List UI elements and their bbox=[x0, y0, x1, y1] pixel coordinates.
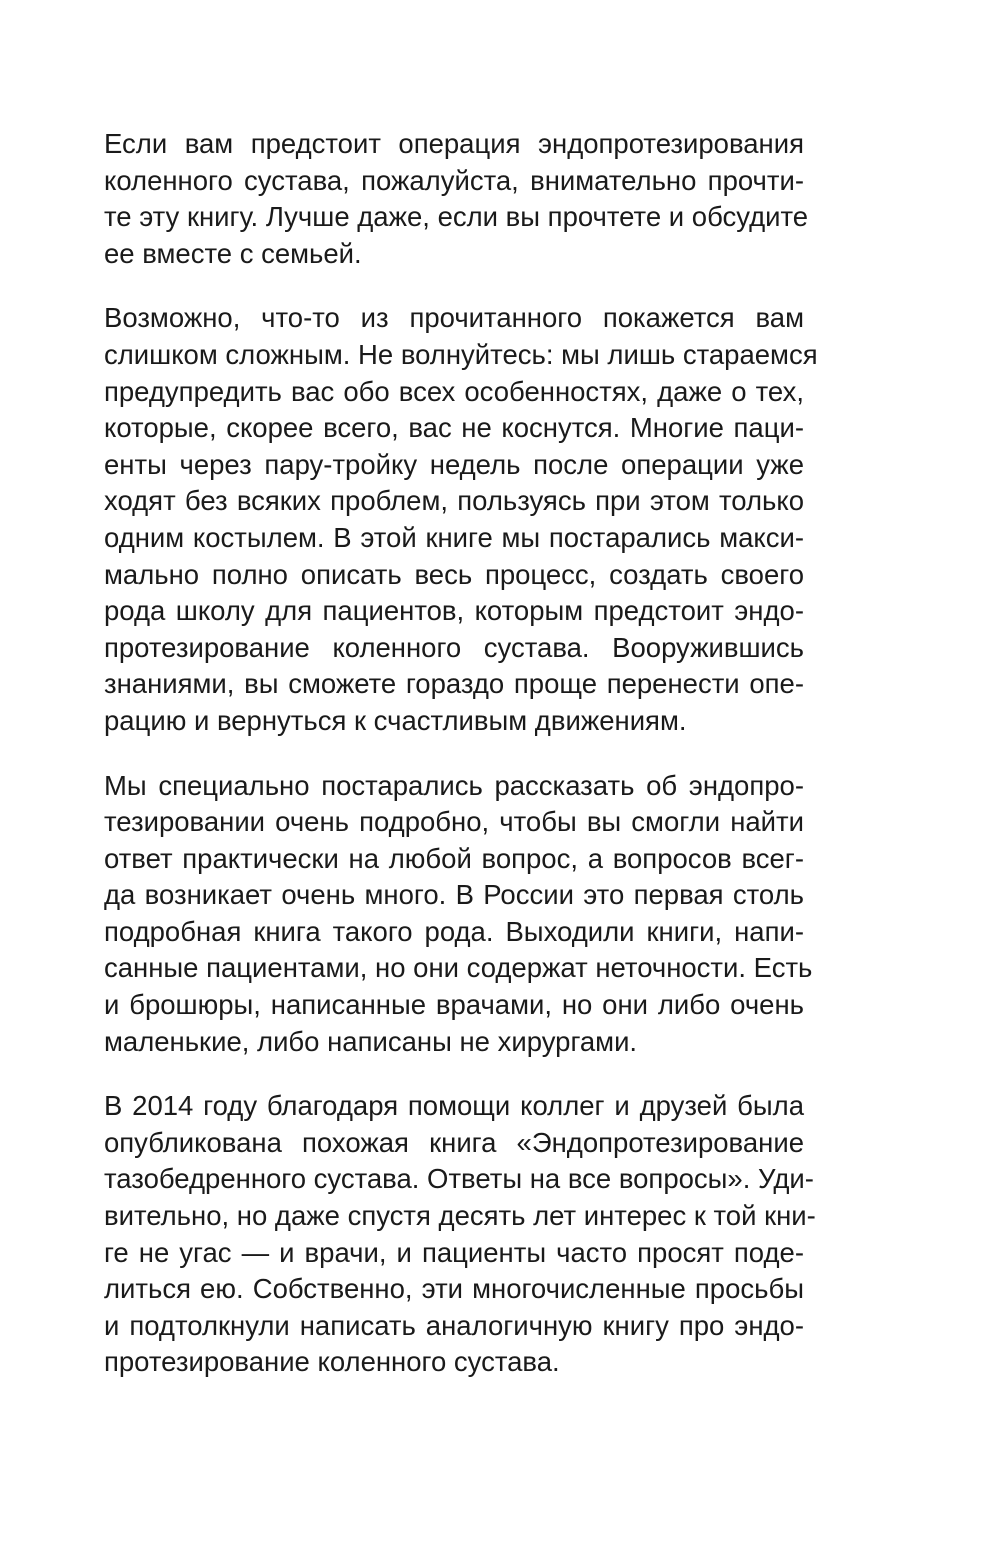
paragraph-3 bbox=[104, 768, 813, 1061]
text-line: рода школу для пациентов, которым предстоит эндо- bbox=[104, 595, 804, 627]
text-line: те эту книгу. Лучше даже, если вы прочтете и обсудите bbox=[104, 201, 809, 233]
text-line: ответ практически на любой вопрос, а вопросов всег- bbox=[104, 842, 804, 874]
text-line: которые, скорее всего, вас не коснутся. Многие паци- bbox=[104, 412, 804, 444]
text-line: санные пациентами, но они содержат неточности. Есть bbox=[104, 952, 813, 984]
text-line: мально полно описать весь процесс, создать своего bbox=[104, 558, 804, 590]
text-line: ее вместе с семьей. bbox=[104, 237, 362, 269]
text-line: предупредить вас обо всех особенностях, даже о тех, bbox=[104, 375, 804, 407]
text-line: рацию и вернуться к счастливым движениям. bbox=[104, 704, 687, 736]
text-line: знаниями, вы сможете гораздо проще перенести опе- bbox=[104, 668, 804, 700]
text-line: опубликована похожая книга «Эндопротезирование bbox=[104, 1126, 804, 1158]
text-line: ге не угас — и врачи, и пациенты часто просят поде- bbox=[104, 1236, 804, 1268]
text-line: ходят без всяких проблем, пользуясь при этом только bbox=[104, 485, 804, 517]
text-line: вительно, но даже спустя десять лет интерес к той кни- bbox=[104, 1200, 816, 1232]
text-line: слишком сложным. Не волнуйтесь: мы лишь стараемся bbox=[104, 338, 818, 370]
text-line: литься ею. Собственно, эти многочисленные просьбы bbox=[104, 1273, 804, 1305]
text-line: одним костылем. В этой книге мы постарались макси- bbox=[104, 521, 804, 553]
text-line: Если вам предстоит операция эндопротезирования bbox=[104, 128, 804, 159]
text-line: Мы специально постарались рассказать об эндопро- bbox=[104, 769, 804, 801]
text-line: подробная книга такого рода. Выходили книги, напи- bbox=[104, 915, 804, 947]
text-line: Возможно, что-то из прочитанного покажется вам bbox=[104, 302, 804, 334]
document-page bbox=[104, 126, 818, 1409]
paragraph-2 bbox=[104, 300, 818, 739]
text-line: протезирование коленного сустава. Вооружившись bbox=[104, 631, 804, 663]
text-line: и брошюры, написанные врачами, но они либо очень bbox=[104, 989, 804, 1021]
text-line: да возникает очень много. В России это первая столь bbox=[104, 879, 804, 911]
paragraph-1 bbox=[104, 126, 809, 272]
text-line: коленного сустава, пожалуйста, внимательно прочти- bbox=[104, 164, 804, 196]
text-line: маленькие, либо написаны не хирургами. bbox=[104, 1025, 638, 1057]
text-line: енты через пару-тройку недель после операции уже bbox=[104, 448, 804, 480]
text-line: В 2014 году благодаря помощи коллег и друзей была bbox=[104, 1090, 804, 1122]
text-line: и подтолкнули написать аналогичную книгу про эндо- bbox=[104, 1309, 804, 1341]
text-line: тезировании очень подробно, чтобы вы смогли найти bbox=[104, 806, 804, 838]
text-line: тазобедренного сустава. Ответы на все вопросы». Уди- bbox=[104, 1163, 814, 1195]
text-line: протезирование коленного сустава. bbox=[104, 1346, 560, 1378]
paragraph-4 bbox=[104, 1088, 816, 1381]
